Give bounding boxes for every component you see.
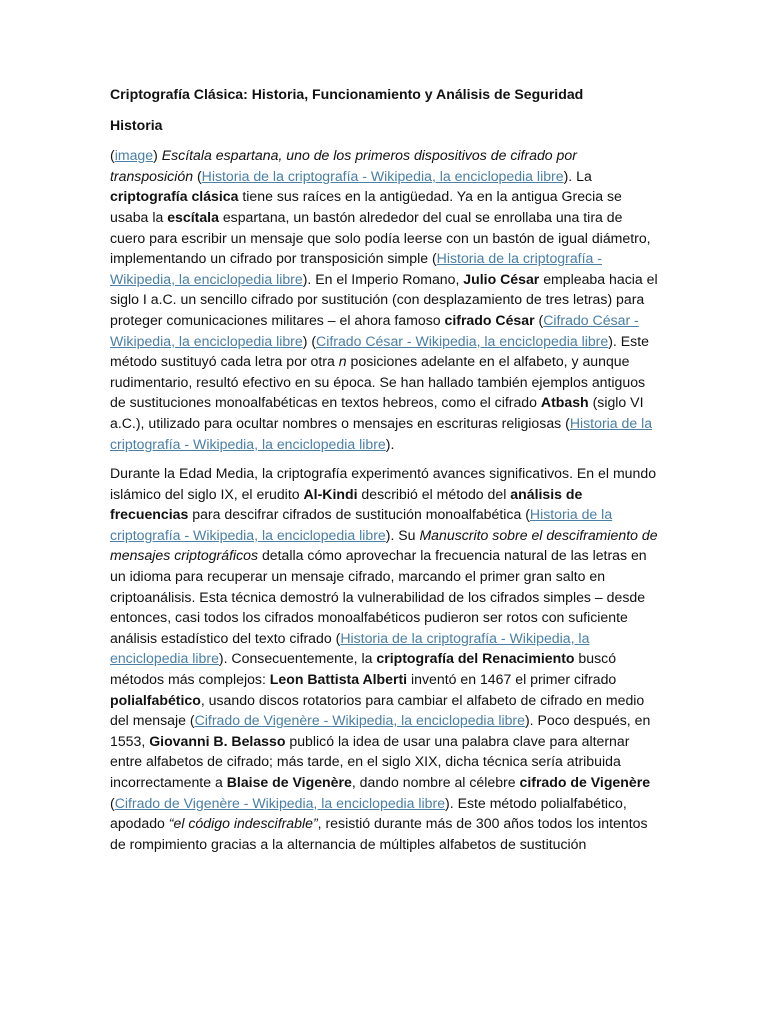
- text-run: empleaba hacia el siglo I a.C. un sencillo cifrado por sustitución (con desplazamiento de tres letras) para proteger comunicaciones militares – el ahora famoso: [110, 270, 658, 328]
- text-run: publicó la idea de usar una palabra clave para alternar entre alfabetos de cifrado; más tarde, en el siglo XIX, dicha técnica sería atribuida incorrectamente a: [110, 732, 630, 790]
- bold-term: escítala: [167, 208, 219, 225]
- reference-link[interactable]: Historia de la criptografía - Wikipedia, la enciclopedia libre: [110, 629, 590, 667]
- bold-term: Al-Kindi: [303, 485, 358, 502]
- text-run: ). Este método polialfabético, apodado: [110, 794, 627, 832]
- text-run: ).: [385, 435, 395, 452]
- reference-link[interactable]: Cifrado de Vigenère - Wikipedia, la enciclopedia libre: [194, 712, 525, 729]
- text-run: , usando discos rotatorios para cambiar el alfabeto de cifrado en medio del mensaje (: [110, 691, 645, 729]
- bold-term: cifrado César: [444, 311, 535, 328]
- body-paragraph: [110, 463, 658, 854]
- reference-link[interactable]: image: [114, 147, 154, 164]
- text-run: ): [153, 147, 162, 164]
- text-run: ). En el Imperio Romano,: [302, 270, 464, 287]
- text-run: ). Consecuentemente, la: [218, 650, 377, 667]
- italic-text: Manuscrito sobre el desciframiento de mensajes criptográficos: [110, 526, 658, 564]
- text-run: posiciones adelante en el alfabeto, y aunque rudimentario, resultó efectivo en su época. Se han hallado también ejemplos antiguos de sustituciones monoalfabéticas en textos hebreos, como el cifrado: [110, 353, 646, 411]
- reference-link[interactable]: Cifrado César - Wikipedia, la enciclopedia libre: [110, 311, 639, 349]
- bold-term: Julio César: [463, 270, 540, 287]
- reference-link[interactable]: Historia de la criptografía - Wikipedia, la enciclopedia libre: [110, 250, 602, 287]
- text-run: (: [110, 147, 115, 164]
- bold-term: polialfabético: [110, 691, 201, 708]
- text-run: ). Su: [385, 526, 420, 543]
- text-run: tiene sus raíces en la antigüedad. Ya en la antigua Grecia se usaba la: [110, 188, 622, 225]
- bold-term: Atbash: [540, 394, 589, 411]
- reference-link[interactable]: Historia de la criptografía - Wikipedia, la enciclopedia libre: [201, 167, 564, 184]
- text-run: (siglo VI a.C.), utilizado para ocultar nombres o mensajes en escrituras religiosas (: [110, 394, 644, 431]
- italic-text: Escítala espartana, uno de los primeros dispositivos de cifrado por transposición: [110, 147, 577, 184]
- italic-text: n: [338, 353, 347, 370]
- text-run: buscó métodos más complejos:: [110, 650, 617, 688]
- paragraph-container: [110, 145, 658, 854]
- text-run: ). Poco después, en 1553,: [110, 712, 651, 749]
- text-run: Durante la Edad Media, la criptografía experimentó avances significativos. En el mundo islámico del siglo IX, el erudito: [110, 465, 657, 502]
- text-run: , dando nombre al célebre: [351, 774, 520, 790]
- reference-link[interactable]: Cifrado César - Wikipedia, la enciclopedia libre: [316, 332, 609, 349]
- reference-link[interactable]: Cifrado de Vigenère - Wikipedia, la enciclopedia libre: [114, 794, 446, 811]
- bold-term: criptografía clásica: [110, 188, 239, 205]
- section-heading: Historia: [110, 116, 163, 133]
- text-run: ). La: [563, 167, 592, 184]
- italic-text: “el código indescifrable”: [168, 815, 318, 832]
- document-body: [110, 84, 658, 863]
- text-run: ) (: [302, 332, 317, 349]
- bold-term: criptografía del Renacimiento: [376, 650, 575, 667]
- text-run: (: [193, 167, 202, 184]
- body-paragraph: [110, 145, 658, 454]
- text-run: describió el método del: [357, 485, 511, 502]
- bold-term: Blaise de Vigenère: [226, 774, 352, 790]
- text-run: (: [110, 794, 115, 811]
- text-run: para descifrar cifrados de sustitución monoalfabética (: [188, 506, 530, 523]
- bold-term: Leon Battista Alberti: [269, 671, 408, 688]
- text-run: , resistió durante más de 300 años todos los intentos de rompimiento gracias a la alternancia de múltiples alfabetos de sustitución: [110, 815, 648, 852]
- bold-term: análisis de frecuencias: [110, 485, 583, 523]
- text-run: espartana, un bastón alrededor del cual se enrollaba una tira de cuero para escribir un mensaje que solo podía leerse con un bastón de igual diámetro, implementando un cifrado por transposición simple (: [110, 208, 651, 267]
- text-run: ). Este método sustituyó cada letra por otra: [110, 332, 649, 370]
- text-run: (: [534, 311, 544, 328]
- bold-term: cifrado de Vigenère: [519, 774, 651, 790]
- text-run: inventó en 1467 el primer cifrado: [407, 671, 617, 688]
- reference-link[interactable]: Historia de la criptografía - Wikipedia, la enciclopedia libre: [110, 506, 613, 543]
- bold-term: Giovanni B. Belasso: [149, 732, 286, 749]
- text-run: detalla cómo aprovechar la frecuencia natural de las letras en un idioma para recuperar un mensaje cifrado, marcando el primer gran salto en criptoanálisis. Esta técnica demostró la vulnerabilidad de los cifrados simples – desde entonces, casi todos los cifrados monoalfabéticos pudieron ser rotos con suficiente análisis estadístico del texto cifrado (: [110, 547, 647, 646]
- reference-link[interactable]: Historia de la criptografía - Wikipedia, la enciclopedia libre: [110, 414, 653, 452]
- document-title: Criptografía Clásica: Historia, Funcionamiento y Análisis de Seguridad: [110, 86, 584, 102]
